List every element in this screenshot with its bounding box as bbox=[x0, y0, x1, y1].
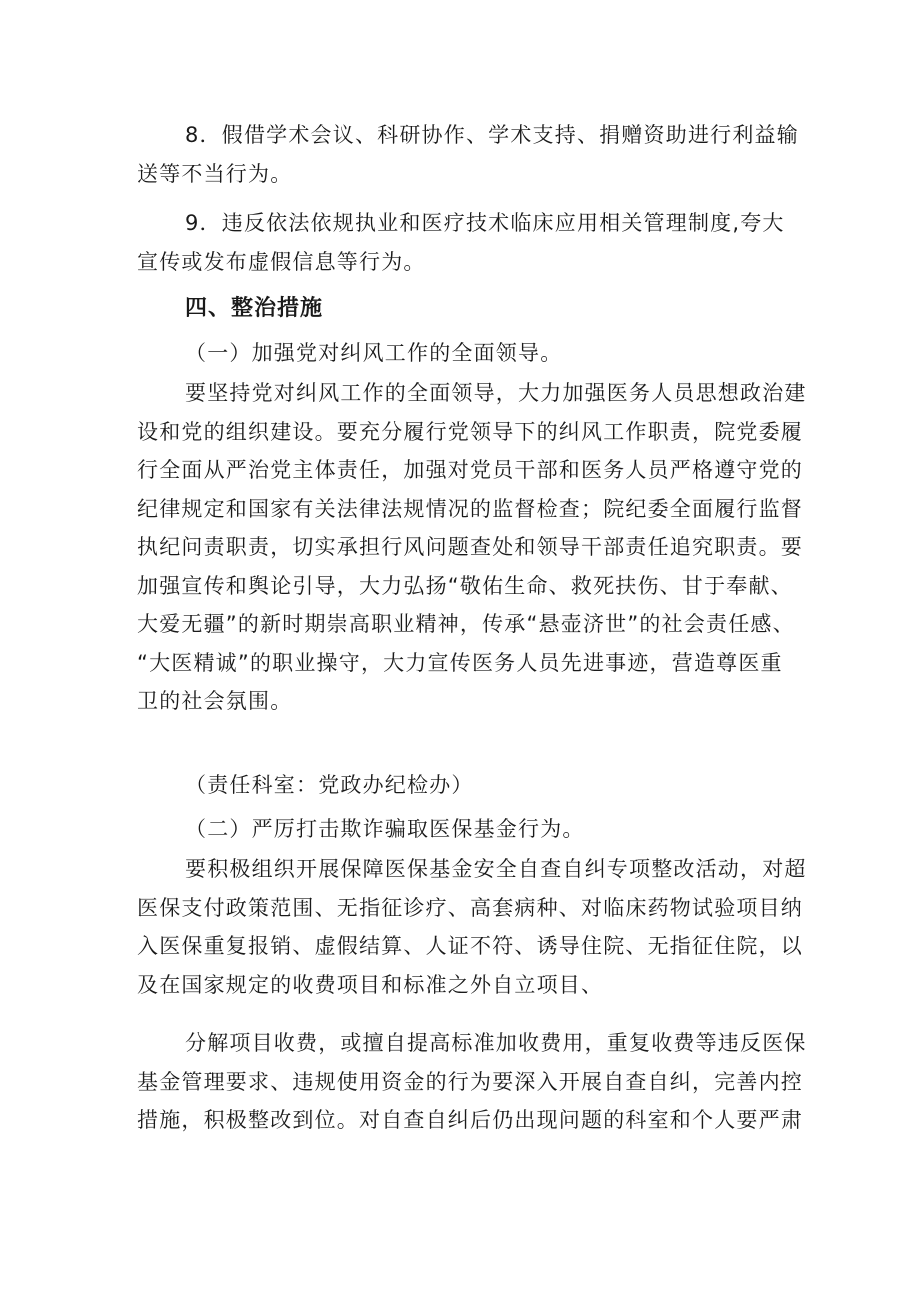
sub2a-line-1: 要积极组织开展保障医保基金安全自查自纠专项整改活动，对超 bbox=[185, 857, 807, 881]
item-9-line-2: 宣传或发布虚假信息等行为。 bbox=[137, 249, 426, 274]
item-8-line-1: 8．假借学术会议、科研协作、学术支持、捐赠资助进行利益输 bbox=[185, 123, 799, 147]
sub1-line-4: 纪律规定和国家有关法律法规情况的监督检查；院纪委全面履行监督 bbox=[137, 496, 803, 521]
sub1-line-3: 行全面从严治党主体责任，加强对党员干部和医务人员严格遵守党的 bbox=[137, 458, 803, 482]
sub2b-line-3: 措施，积极整改到位。对自查自纠后仍出现问题的科室和个人要严肃 bbox=[137, 1108, 803, 1132]
item-9-paragraph bbox=[137, 204, 787, 281]
sub1-line-6: 加强宣传和舆论引导，大力弘扬“敬佑生命、救死扶伤、甘于奉献、 bbox=[137, 573, 793, 598]
subsection-1-body bbox=[137, 374, 807, 721]
sub1-line-8: “大医精诚”的职业操守，大力宣传医务人员先进事迹，营造尊医重 bbox=[137, 650, 783, 675]
sub2b-line-2: 基金管理要求、违规使用资金的行为要深入开展自查自纠，完善内控 bbox=[137, 1069, 803, 1094]
item-8-paragraph bbox=[137, 116, 799, 193]
subsection-2-body-1 bbox=[137, 850, 807, 1004]
sub1-line-7: 大爱无疆”的新时期崇高职业精神，传承“悬壶济世”的社会责任感、 bbox=[137, 612, 795, 636]
item-8-line-2: 送等不当行为。 bbox=[137, 161, 293, 186]
subsection-2-body-2 bbox=[137, 1024, 807, 1140]
sub1-line-5: 执纪问责职责，切实承担行风问题查处和领导干部责任追究职责。要 bbox=[137, 535, 803, 559]
sub2a-line-4: 及在国家规定的收费项目和标准之外自立项目、 bbox=[137, 972, 604, 997]
subsection-1-responsibility: （责任科室：党政办纪检办） bbox=[185, 773, 474, 797]
sub2b-line-1: 分解项目收费，或擅自提高标准加收费用，重复收费等违反医保 bbox=[185, 1031, 807, 1055]
sub1-line-2: 设和党的组织建设。要充分履行党领导下的纠风工作职责，院党委履 bbox=[137, 419, 803, 444]
sub1-line-1: 要坚持党对纠风工作的全面领导，大力加强医务人员思想政治建 bbox=[185, 381, 807, 405]
subsection-1-heading: （一）加强党对纠风工作的全面领导。 bbox=[185, 341, 563, 365]
item-9-line-1: 9．违反依法依规执业和医疗技术临床应用相关管理制度,夸大 bbox=[185, 211, 785, 235]
sub2a-line-2: 医保支付政策范围、无指征诊疗、高套病种、对临床药物试验项目纳 bbox=[137, 895, 803, 920]
section-4-heading: 四、整治措施 bbox=[185, 296, 324, 321]
sub1-line-9: 卫的社会氛围。 bbox=[137, 689, 293, 713]
sub2a-line-3: 入医保重复报销、虚假结算、人证不符、诱导住院、无指征住院，以 bbox=[137, 934, 803, 958]
subsection-2-heading: （二）严厉打击欺诈骗取医保基金行为。 bbox=[185, 817, 585, 841]
